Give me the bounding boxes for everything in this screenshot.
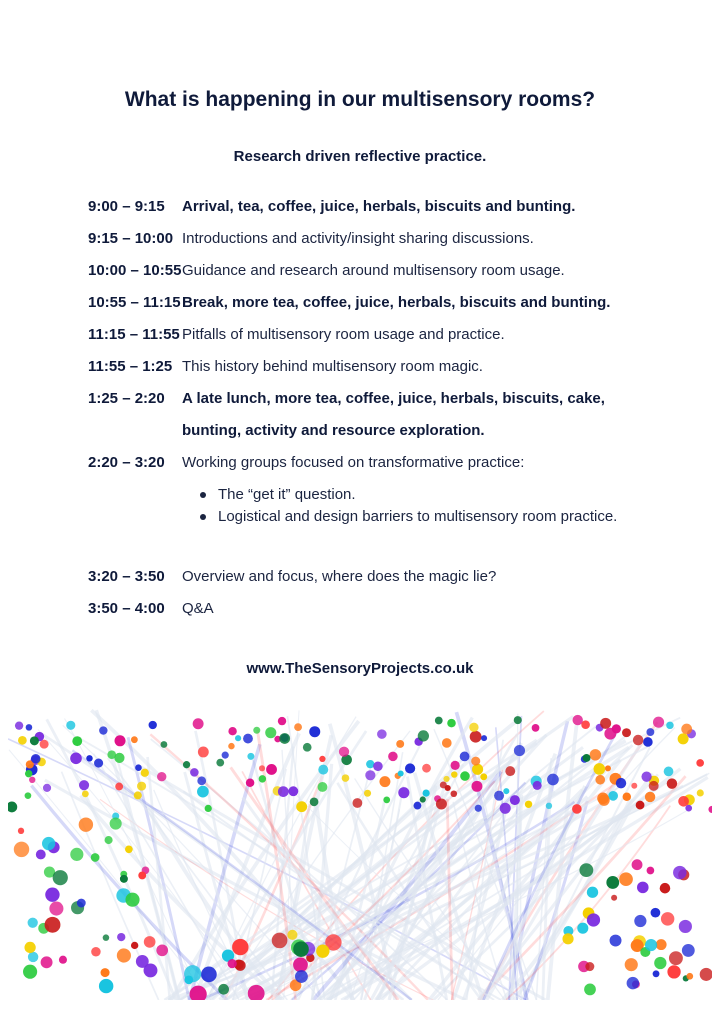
fibre-tip <box>572 804 582 814</box>
fibre-tip <box>288 786 298 796</box>
fibre-tip <box>157 772 166 781</box>
fibre-tip <box>86 755 92 761</box>
fibre-tip <box>661 912 674 925</box>
fibre-tip <box>319 756 325 762</box>
schedule-desc: This history behind multisensory room magic. <box>182 358 483 375</box>
fibre-tip <box>443 776 449 782</box>
fibre-tip <box>272 933 288 949</box>
fibre-tip <box>641 772 651 782</box>
fibre-tip <box>383 796 390 803</box>
fibre-tip <box>471 757 480 766</box>
fibre-tip <box>377 729 387 739</box>
fibre-tip <box>471 781 482 792</box>
fibre-tip <box>547 774 559 786</box>
fibre-tip <box>440 781 447 788</box>
fibre-tip <box>451 790 458 797</box>
fibre-tip <box>606 876 619 889</box>
fibre-tip <box>26 724 33 731</box>
schedule-row <box>88 292 688 324</box>
fibre-tip <box>70 848 83 861</box>
fibre-tip <box>625 958 638 971</box>
fibre-tip <box>339 747 349 757</box>
fibre-tip <box>505 766 515 776</box>
fibre-tip <box>45 887 59 901</box>
schedule-desc: Pitfalls of multisensory room usage and practice. <box>182 326 505 343</box>
fibre-tip <box>29 777 35 783</box>
fibre-tip <box>611 895 617 901</box>
schedule-desc: Arrival, tea, coffee, juice, herbals, biscuits and bunting. <box>182 198 576 215</box>
fibre-tip <box>420 796 426 802</box>
fibre-tip <box>352 798 362 808</box>
fibre-tip <box>316 945 329 958</box>
fibre-tip <box>653 970 660 977</box>
fibre-tip <box>125 893 139 907</box>
fibre-tip <box>77 899 86 908</box>
fibre-tip <box>682 944 695 957</box>
schedule-time: 10:55 – 11:15 <box>88 294 181 311</box>
fibre-tip <box>293 957 308 972</box>
fibre-tip <box>583 754 591 762</box>
fibre-tip <box>144 963 158 977</box>
website-url: www.TheSensoryProjects.co.uk <box>246 660 474 677</box>
fibre-tip <box>117 933 125 941</box>
fibre-tip <box>436 798 447 809</box>
fibre-tip <box>183 761 190 768</box>
fibre-tip <box>232 939 248 955</box>
schedule-desc: Break, more tea, coffee, juice, herbals, biscuits and bunting. <box>182 294 611 311</box>
schedule-time: 10:00 – 10:55 <box>88 262 182 279</box>
fibre-tip <box>631 783 637 789</box>
fibre-optic-image <box>8 700 712 1000</box>
fibre-tip <box>53 870 68 885</box>
fibre-tip <box>134 791 142 799</box>
fibre-tip <box>664 767 674 777</box>
fibre-tip <box>632 859 643 870</box>
fibre-tip <box>653 717 664 728</box>
fibre-tip <box>678 796 689 807</box>
fibre-tip <box>480 773 487 780</box>
fibre-tip <box>295 970 308 983</box>
fibre-tip <box>79 817 93 831</box>
fibre-tip <box>700 968 712 981</box>
schedule-time: 2:20 – 3:20 <box>88 454 165 471</box>
bullet-item: The “get it” question. <box>198 484 618 506</box>
fibre-tip <box>398 770 404 776</box>
fibre-tip <box>435 717 443 725</box>
fibre-tip <box>605 765 611 771</box>
fibre-tip <box>364 790 371 797</box>
schedule-row <box>88 228 688 260</box>
schedule-desc: Working groups focused on transformative practice: <box>182 454 525 471</box>
fibre-tip <box>587 913 600 926</box>
fibre-tip <box>201 967 217 983</box>
schedule-row <box>88 388 688 452</box>
schedule-row <box>88 566 688 598</box>
fibre-tip <box>686 973 693 980</box>
fibre-tip <box>253 727 260 734</box>
fibre-tip <box>107 750 116 759</box>
fibre-tip <box>472 764 483 775</box>
fibre-tip <box>43 784 51 792</box>
fibre-tip <box>294 723 302 731</box>
fibre-tip <box>656 939 667 950</box>
fibre-tip <box>379 776 390 787</box>
fibre-tip <box>697 789 704 796</box>
fibre-tip <box>149 721 157 729</box>
fibre-tip <box>610 935 622 947</box>
fibre-tip <box>423 790 430 797</box>
fibre-tip <box>193 718 204 729</box>
schedule-time: 1:25 – 2:20 <box>88 390 165 407</box>
schedule-time: 11:15 – 11:55 <box>88 326 180 343</box>
fibre-tip <box>510 795 520 805</box>
fibre-tip <box>70 753 82 765</box>
fibre-tip <box>246 778 255 787</box>
fibre-tip <box>546 803 552 809</box>
fibre-tip <box>25 792 32 799</box>
fibre-tip <box>99 726 107 734</box>
schedule-desc: A late lunch, more tea, coffee, juice, herbals, biscuits, cake, bunting, activity and resource exploration. <box>182 390 605 439</box>
fibre-tip <box>645 792 655 802</box>
fibre-tip <box>514 716 522 724</box>
fibre-tip <box>708 806 712 813</box>
fibre-tip <box>18 736 27 745</box>
fibre-tip <box>15 721 23 729</box>
fibre-tip <box>235 735 241 741</box>
fibre-tip <box>131 736 138 743</box>
fibre-tip <box>651 908 661 918</box>
fibre-tip <box>91 853 100 862</box>
schedule-row <box>88 260 688 292</box>
fibre-tip <box>138 872 146 880</box>
fibre-tip <box>418 730 429 741</box>
fibre-tip <box>500 803 511 814</box>
fibre-tip <box>110 817 122 829</box>
fibre-tip <box>562 933 573 944</box>
fibre-tip <box>442 738 452 748</box>
fibre-tip <box>310 797 319 806</box>
fibre-tip <box>475 805 482 812</box>
fibre-tip <box>103 934 110 941</box>
fibre-tip <box>634 915 646 927</box>
fibre-tip <box>460 752 470 762</box>
schedule-row <box>88 324 688 356</box>
fibre-tip <box>198 747 209 758</box>
fibre-tip <box>137 782 146 791</box>
fibre-tip <box>36 850 46 860</box>
fibre-tip <box>595 775 605 785</box>
fibre-tip <box>373 762 383 772</box>
fibre-tip <box>666 722 673 729</box>
fibre-tip <box>14 842 29 857</box>
fibre-tip <box>645 939 657 951</box>
fibre-tip <box>627 977 640 990</box>
fibre-tip <box>318 765 328 775</box>
fibre-tip <box>643 737 653 747</box>
fibre-tip <box>590 749 601 760</box>
fibre-tip <box>279 733 290 744</box>
bullet-item: Logistical and design barriers to multisensory room practice. <box>198 506 618 528</box>
fibre-tip <box>278 786 289 797</box>
fibre-tip <box>49 902 63 916</box>
fibre-tip <box>667 778 677 788</box>
fibre-tip <box>594 763 606 775</box>
fibre-tip <box>481 735 487 741</box>
fibre-tip <box>18 828 24 834</box>
schedule-desc: Guidance and research around multisensory room usage. <box>182 262 565 279</box>
page-title: What is happening in our multisensory rooms? <box>124 88 596 111</box>
fibre-tip <box>450 761 459 770</box>
schedule-time: 11:55 – 1:25 <box>88 358 173 375</box>
fibre-tip <box>616 778 626 788</box>
fibre-tip <box>587 887 598 898</box>
fibre-tip <box>525 801 532 808</box>
fibre-tip <box>309 726 320 737</box>
fibre-tip <box>197 786 209 798</box>
fibre-tip <box>28 952 38 962</box>
fibre-tip <box>579 863 593 877</box>
fibre-tip <box>247 753 254 760</box>
fibre-tip <box>619 872 633 886</box>
fibre-tip <box>265 727 276 738</box>
fibre-tip <box>451 771 457 777</box>
fibre-tip <box>646 728 654 736</box>
fibre-tip <box>654 957 666 969</box>
fibre-tip <box>637 882 649 894</box>
schedule-time: 9:15 – 10:00 <box>88 230 174 247</box>
fibre-tip <box>99 979 113 993</box>
schedule-row <box>88 196 688 228</box>
fibre-tip <box>647 867 655 875</box>
fibre-tip <box>30 736 39 745</box>
schedule-time: 3:20 – 3:50 <box>88 568 165 585</box>
fibre-tip <box>622 728 631 737</box>
fibre-tip <box>470 731 482 743</box>
fibre-tip <box>577 923 588 934</box>
fibre-tip <box>91 947 101 957</box>
fibre-tip <box>365 770 375 780</box>
fibre-tip <box>190 768 199 777</box>
fibre-tip <box>623 793 631 801</box>
fibre-tip <box>532 724 540 732</box>
fibre-tip <box>218 984 229 995</box>
fibre-tip <box>669 951 683 965</box>
fibre-tip <box>608 791 618 801</box>
fibre-tip <box>636 801 645 810</box>
working-group-points <box>88 484 688 566</box>
fibre-tip <box>259 765 265 771</box>
fibre-tip <box>460 771 470 781</box>
fibre-tip <box>660 883 671 894</box>
fibre-tip <box>105 836 113 844</box>
schedule-time: 3:50 – 4:00 <box>88 600 165 617</box>
fibre-tip <box>25 770 32 777</box>
fibre-tip <box>679 920 692 933</box>
fibre-tip <box>115 735 126 746</box>
fibre-tip <box>144 936 156 948</box>
fibre-tip <box>184 975 193 984</box>
fibre-tip <box>533 781 542 790</box>
schedule-row <box>88 452 688 484</box>
fibre-tip <box>216 759 224 767</box>
fibre-tip <box>228 743 234 749</box>
fibre-tip <box>503 788 509 794</box>
fibre-tip <box>604 728 616 740</box>
fibre-tip <box>447 719 456 728</box>
fibre-tip <box>667 965 680 978</box>
fibre-tip <box>135 764 142 771</box>
fibre-tip <box>293 941 309 957</box>
fibre-tip <box>494 791 504 801</box>
fibre-tip <box>94 759 103 768</box>
schedule-desc: Q&A <box>182 600 214 617</box>
fibre-tip <box>673 866 687 880</box>
fibre-tip <box>41 956 53 968</box>
fibre-tip <box>681 724 692 735</box>
fibre-tip <box>685 805 692 812</box>
schedule-desc: Overview and focus, where does the magic lie? <box>182 568 497 585</box>
fibre-tip <box>414 802 422 810</box>
fibre-tip <box>79 780 89 790</box>
schedule-row <box>88 598 688 630</box>
fibre-tip <box>23 965 37 979</box>
fibre-tip <box>388 752 398 762</box>
fibre-tip <box>160 741 167 748</box>
fibre-tip <box>42 837 55 850</box>
fibre-tip <box>287 930 297 940</box>
fibre-tip <box>31 754 41 764</box>
fibre-tip <box>28 918 38 928</box>
fibre-tip <box>366 760 374 768</box>
fibre-tip <box>222 752 229 759</box>
fibre-tip <box>633 735 644 746</box>
fibre-tip <box>514 745 525 756</box>
fibre-tip <box>228 959 237 968</box>
fibre-tip <box>278 717 286 725</box>
fibre-tip <box>120 875 128 883</box>
fibre-tip <box>597 793 609 805</box>
bullet-list <box>198 484 618 528</box>
schedule-time: 9:00 – 9:15 <box>88 198 165 215</box>
fibre-tip <box>259 775 266 782</box>
fibre-tip <box>678 733 689 744</box>
fibre-tip <box>72 736 82 746</box>
fibre-tip <box>600 718 611 729</box>
fibre-tip <box>228 727 236 735</box>
fibre-tip <box>696 759 704 767</box>
page-subtitle: Research driven reflective practice. <box>233 148 487 165</box>
fibre-tip <box>101 968 110 977</box>
fibre-tip <box>396 740 404 748</box>
fibre-tip <box>398 787 409 798</box>
fibre-tip <box>59 956 67 964</box>
fibre-tip <box>584 984 596 996</box>
fibre-tip <box>342 774 350 782</box>
fibre-tip <box>296 801 307 812</box>
fibre-tip <box>422 764 431 773</box>
fibre-tip <box>318 782 328 792</box>
fibre-tip <box>115 783 123 791</box>
fibre-tip <box>131 942 138 949</box>
fibre-tip <box>303 743 312 752</box>
schedule <box>88 196 688 630</box>
fibre-tip <box>469 723 478 732</box>
fibre-tip <box>24 942 35 953</box>
fibre-tip <box>8 802 17 813</box>
fibre-tip <box>66 721 75 730</box>
fibre-tip <box>197 776 206 785</box>
fibre-tip <box>82 790 89 797</box>
fibre-tip <box>649 781 659 791</box>
fibre-tip <box>266 764 277 775</box>
fibre-tip <box>40 740 49 749</box>
fibre-tip <box>141 769 149 777</box>
fibre-tip <box>117 948 131 962</box>
fibre-tip <box>405 763 415 773</box>
fibre-tip <box>243 734 253 744</box>
fibre-tip <box>205 805 212 812</box>
fibre-tip <box>156 944 168 956</box>
fibre-tip <box>585 962 594 971</box>
fibre-tip <box>45 917 61 933</box>
fibre-tip <box>573 715 583 725</box>
fibre-tip <box>125 845 133 853</box>
schedule-desc: Introductions and activity/insight sharing discussions. <box>182 230 534 247</box>
